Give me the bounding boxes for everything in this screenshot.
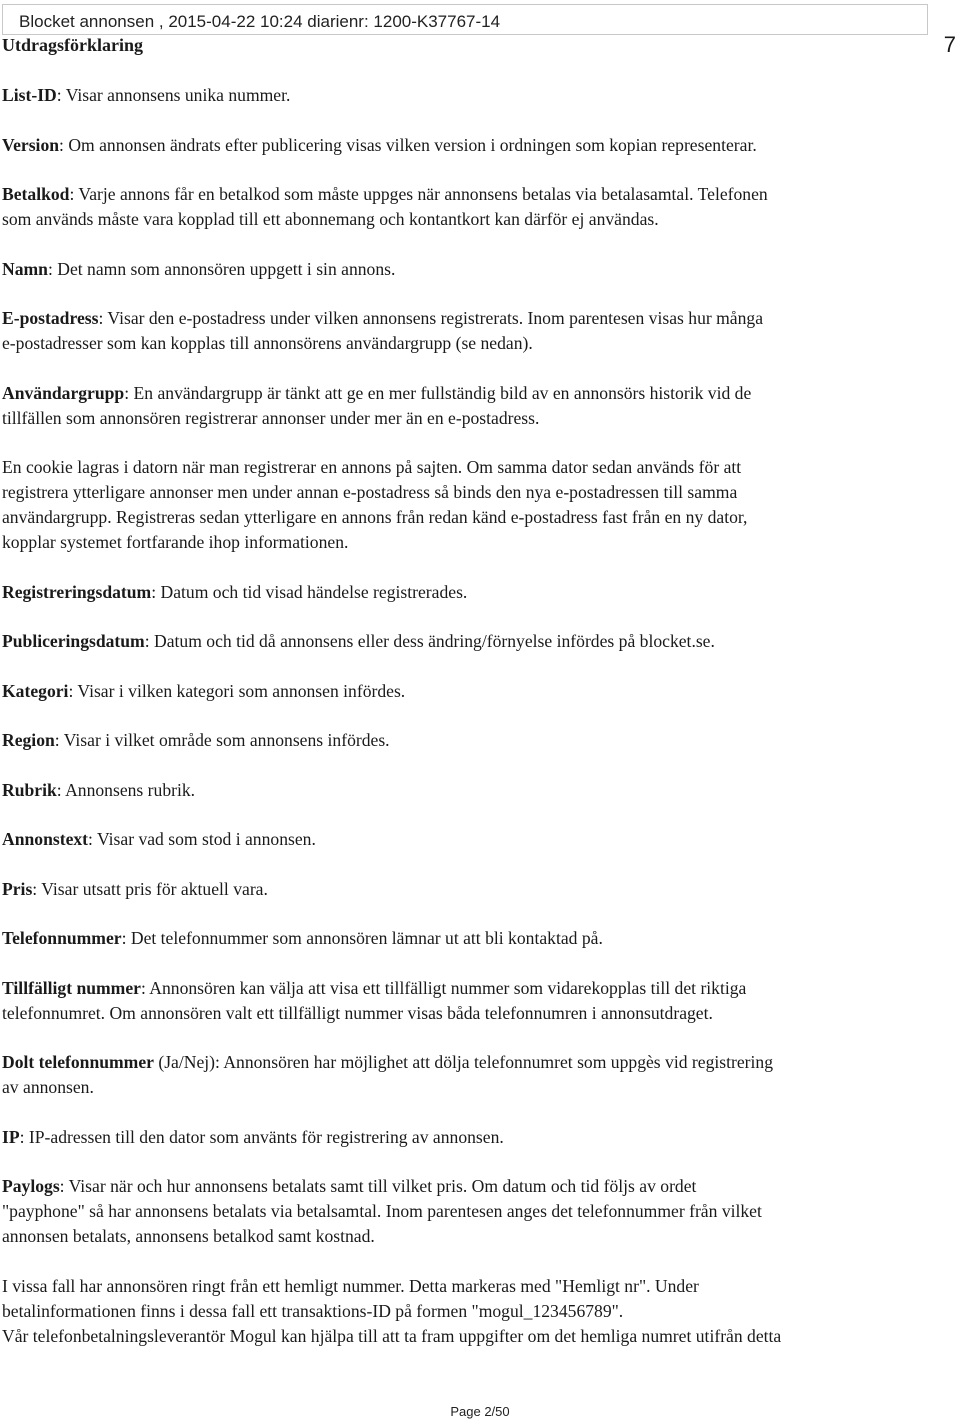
definition-term: Telefonnummer [2,928,122,948]
definition-text: : Visar när och hur annonsens betalats samt till vilket pris. Om datum och tid följs av ordet [59,1176,697,1196]
definition-entry [2,1174,938,1249]
definition-entry [2,728,938,753]
definition-entry [2,455,938,555]
definition-text: : Datum och tid då annonsens eller dess ändring/förnyelse infördes på blocket.se. [144,631,715,651]
definition-text: : Om annonsen ändrats efter publicering visas vilken version i ordningen som kopian representerar. [59,134,757,155]
definition-text: I vissa fall har annonsören ringt från ett hemligt nummer. Detta markeras med "Hemligt nr". Under [2,1275,699,1296]
definition-term: Namn [2,258,48,279]
definition-text: : Visar i vilken kategori som annonsen infördes. [68,680,406,701]
definition-text: : Annonsören kan välja att visa ett tillfälligt nummer som vidarekopplas till det riktiga [140,977,747,998]
definition-term: List-ID [2,85,57,105]
definition-term: E-postadress [2,308,99,328]
definition-term: Annonstext [2,829,89,849]
definition-text: kopplar systemet fortfarande ihop informationen. [2,532,349,552]
definition-text: av annonsen. [2,1077,94,1097]
definition-term: Användargrupp [2,382,125,403]
definition-text: Vår telefonbetalningsleverantör Mogul kan hjälpa till att ta fram uppgifter om det hemliga numret utifrån detta [2,1325,782,1346]
definition-entry [2,83,938,108]
definition-text: betalinformationen finns i dessa fall ett transaktions-ID på formen "mogul_123456789". [2,1300,624,1321]
page-indicator: Page 2/50 [450,1404,510,1419]
definition-text: telefonnumret. Om annonsören valt ett tillfälligt nummer visas båda telefonnumren i annonsutdraget. [2,1002,713,1023]
definition-entry [2,1274,938,1349]
definition-text: : Varje annons får en betalkod som måste uppges när annonsens betalas via betalasamtal. Telefonen [69,184,768,204]
definition-term: IP [2,1126,20,1147]
definition-text: : Det telefonnummer som annonsören lämnar ut att bli kontaktad på. [121,928,603,948]
definition-text: En cookie lagras i datorn när man registrerar en annons på sajten. Om samma dator sedan används för att [2,457,742,477]
definition-term: Tillfälligt nummer [2,977,141,998]
definition-term: Region [2,730,55,750]
definition-text: "payphone" så har annonsens betalats via betalsamtal. Inom parentesen anges det telefonnummer från vilket [2,1201,762,1221]
definition-entry [2,926,938,951]
definitions-list [2,83,938,1349]
definition-term: Version [2,134,60,155]
definition-text: som används måste vara kopplad till ett abonnemang och kontantkort kan därför ej användas. [2,209,659,229]
page-number: 7 [943,32,956,57]
definition-text: annonsen betalats, annonsens betalkod samt kostnad. [2,1226,375,1246]
definition-entry [2,1125,938,1150]
definition-text: : Visar i vilket område som annonsens infördes. [54,730,390,750]
definition-text: : Visar annonsens unika nummer. [56,85,291,105]
definition-text: : IP-adressen till den dator som använts för registrering av annonsen. [19,1126,504,1147]
definition-text: : Visar den e-postadress under vilken annonsens registrerats. Inom parentesen visas hur många [98,308,764,328]
definition-term: Dolt telefonnummer [2,1052,154,1072]
definition-entry [2,679,938,704]
definition-text: tillfällen som annonsören registrerar annonser under mer än en e-postadress. [2,407,540,428]
document-header [2,4,928,35]
definition-entry [2,580,938,605]
definition-text: : Visar utsatt pris för aktuell vara. [32,878,268,899]
definition-text: : Visar vad som stod i annonsen. [88,829,316,849]
definition-entry [2,629,938,654]
definition-entry [2,133,938,158]
definition-term: Paylogs [2,1176,60,1196]
definition-text: : Det namn som annonsören uppgett i sin annons. [47,258,396,279]
definition-text: användargrupp. Registreras sedan ytterligare en annons från redan känd e-postadress fast från en ny dator, [2,507,748,527]
definition-entry [2,976,938,1026]
definition-text: : Datum och tid visad händelse registrerades. [151,581,468,602]
section-title: Utdragsförklaring [2,35,143,55]
definition-text: : Annonsens rubrik. [56,779,196,800]
definition-term: Registreringsdatum [2,581,152,602]
definition-term: Pris [2,878,33,899]
definition-entry [2,381,938,431]
definition-term: Betalkod [2,184,70,204]
definition-text: (Ja/Nej): Annonsören har möjlighet att dölja telefonnumret som uppgès vid registrering [153,1052,774,1072]
definition-term: Rubrik [2,779,57,800]
definition-entry [2,306,938,356]
document-header-title: Blocket annonsen , 2015-04-22 10:24 diarienr: 1200-K37767-14 [19,12,501,31]
definition-entry [2,257,938,282]
definition-entry [2,877,938,902]
definition-term: Kategori [2,680,69,701]
page-footer [0,1404,960,1419]
definition-text: : En användargrupp är tänkt att ge en mer fullständig bild av en annonsörs historik vid de [124,382,752,403]
definition-text: e-postadresser som kan kopplas till annonsörens användargrupp (se nedan). [2,333,533,353]
definition-term: Publiceringsdatum [2,631,145,651]
definition-entry [2,182,938,232]
definition-entry [2,827,938,852]
definition-entry [2,1050,938,1100]
definition-text: registrera ytterligare annonser men under annan e-postadress så binds den nya e-postadressen till samma [2,482,738,502]
definition-entry [2,778,938,803]
